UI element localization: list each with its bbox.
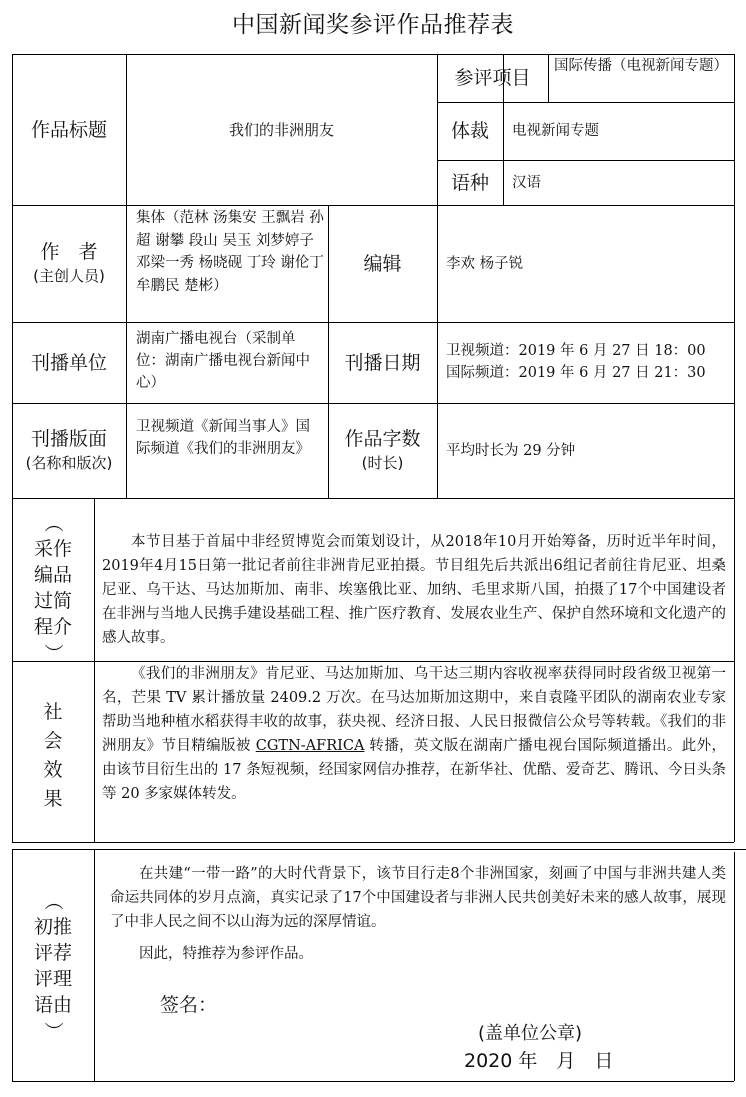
layout-label-cell xyxy=(12,403,126,498)
cgtn-africa-text: CGTN-AFRICA xyxy=(255,738,365,754)
work-title-label: 作品标题 xyxy=(30,118,107,141)
layout-sublabel: (名称和版次) xyxy=(25,453,113,472)
signature-label: 签名： xyxy=(160,994,218,1016)
word-count-value: 平均时长为 29 分钟 xyxy=(446,442,576,459)
broadcaster-label: 刊播单位 xyxy=(30,351,107,374)
author-value: 集体（范林 汤集安 王飘岩 孙超 谢攀 段山 吴玉 刘梦婷子 邓梁一秀 杨晓砚 丁玲 谢伦丁 牟鹏民 楚彬） xyxy=(136,210,324,294)
author-label: 作 者 xyxy=(40,240,98,263)
category-value: 国际传播（电视新闻专题） xyxy=(554,58,728,74)
work-title-value: 我们的非洲朋友 xyxy=(228,120,334,139)
broadcast-date-label: 刊播日期 xyxy=(344,351,421,374)
word-count-label: 作品字数 xyxy=(344,427,421,450)
effect-text: 《我们的非洲朋友》肯尼亚、马达加斯加、乌干达三期内容收视率获得同时段省级卫视第一名，芒果 TV 累计播放量 2409.2 万次。在马达加斯加这期中，来自袁隆平团队的湖南农业专家帮助当地种植水稻获得丰收的故事，获央视、经济日报、人民日报微信公众号等转载。《我们的非洲朋友》节目精编版被 CGTN-AFRICA 转播，英文版在湖南广播电视台国际频道播出。此外，由该节目衍生出的 17 条短视频，经国家网信办推荐，在新华社、优酷、爱奇艺、腾讯、今日头条等 20 多家媒体转发。 xyxy=(102,666,727,802)
editor-value: 李欢 杨子锐 xyxy=(446,255,524,272)
page-title: 中国新闻奖参评作品推荐表 xyxy=(232,12,514,38)
recommendation-label: （ 初推 评荐 评理 语由 ） xyxy=(33,891,72,1041)
effect-label: 社 会 效 果 xyxy=(43,701,63,810)
author-sublabel: (主创人员) xyxy=(33,266,105,285)
broadcast-date-international: 国际频道：2019 年 6 月 27 日 21：30 xyxy=(446,365,706,381)
layout-label: 刊播版面 xyxy=(30,427,107,450)
broadcast-date-values xyxy=(446,340,732,390)
process-text: 本节目基于首届中非经贸博览会而策划设计，从2018年10月开始筹备，历时近半年时间，2019年4月15日第一批记者前往非洲肯尼亚拍摄。节目组先后共派出6组记者前往肯尼亚、坦桑尼亚、乌干达、马达加斯加、南非、埃塞俄比亚、加纳、毛里求斯八国，拍摄了17个中国建设者在非洲与当地人民携手建设基础工程、推广医疗教育、发展农业生产、保护自然环境和文化遗产的感人故事。 xyxy=(102,534,726,646)
layout-value: 卫视频道《新闻当事人》国际频道《我们的非洲朋友》 xyxy=(136,419,310,457)
editor-label: 编辑 xyxy=(363,252,402,275)
broadcaster-value: 湖南广播电视台（采制单位：湖南广播电视台新闻中心） xyxy=(136,331,310,391)
recommendation-text: 在共建“一带一路”的大时代背景下，该节目行走8个非洲国家，刻画了中国与非洲共建人类命运共同体的岁月点滴，真实记录了17个中国建设者与非洲人民共创美好未来的感人故事，展现了中非人民之间不以山海为远的深厚情谊。 xyxy=(110,866,726,930)
recommendation-conclusion: 因此，特推荐为参评作品。 xyxy=(139,946,313,962)
genre-label: 体裁 xyxy=(450,120,489,142)
seal-label: (盖单位公章) xyxy=(478,1023,583,1044)
word-count-sublabel: (时长) xyxy=(361,453,404,472)
genre-value: 电视新闻专题 xyxy=(512,123,599,139)
word-count-label-cell xyxy=(328,403,437,498)
date-label: 2020 年 月 日 xyxy=(464,1050,614,1072)
author-label-cell xyxy=(12,205,126,322)
language-label: 语种 xyxy=(450,171,489,194)
category-label: 参评项目 xyxy=(454,67,531,89)
broadcast-date-satellite: 卫视频道：2019 年 6 月 27 日 18：00 xyxy=(446,343,706,359)
language-value: 汉语 xyxy=(512,174,541,191)
process-label: （ 采作 编品 过简 程介 ） xyxy=(33,513,72,663)
